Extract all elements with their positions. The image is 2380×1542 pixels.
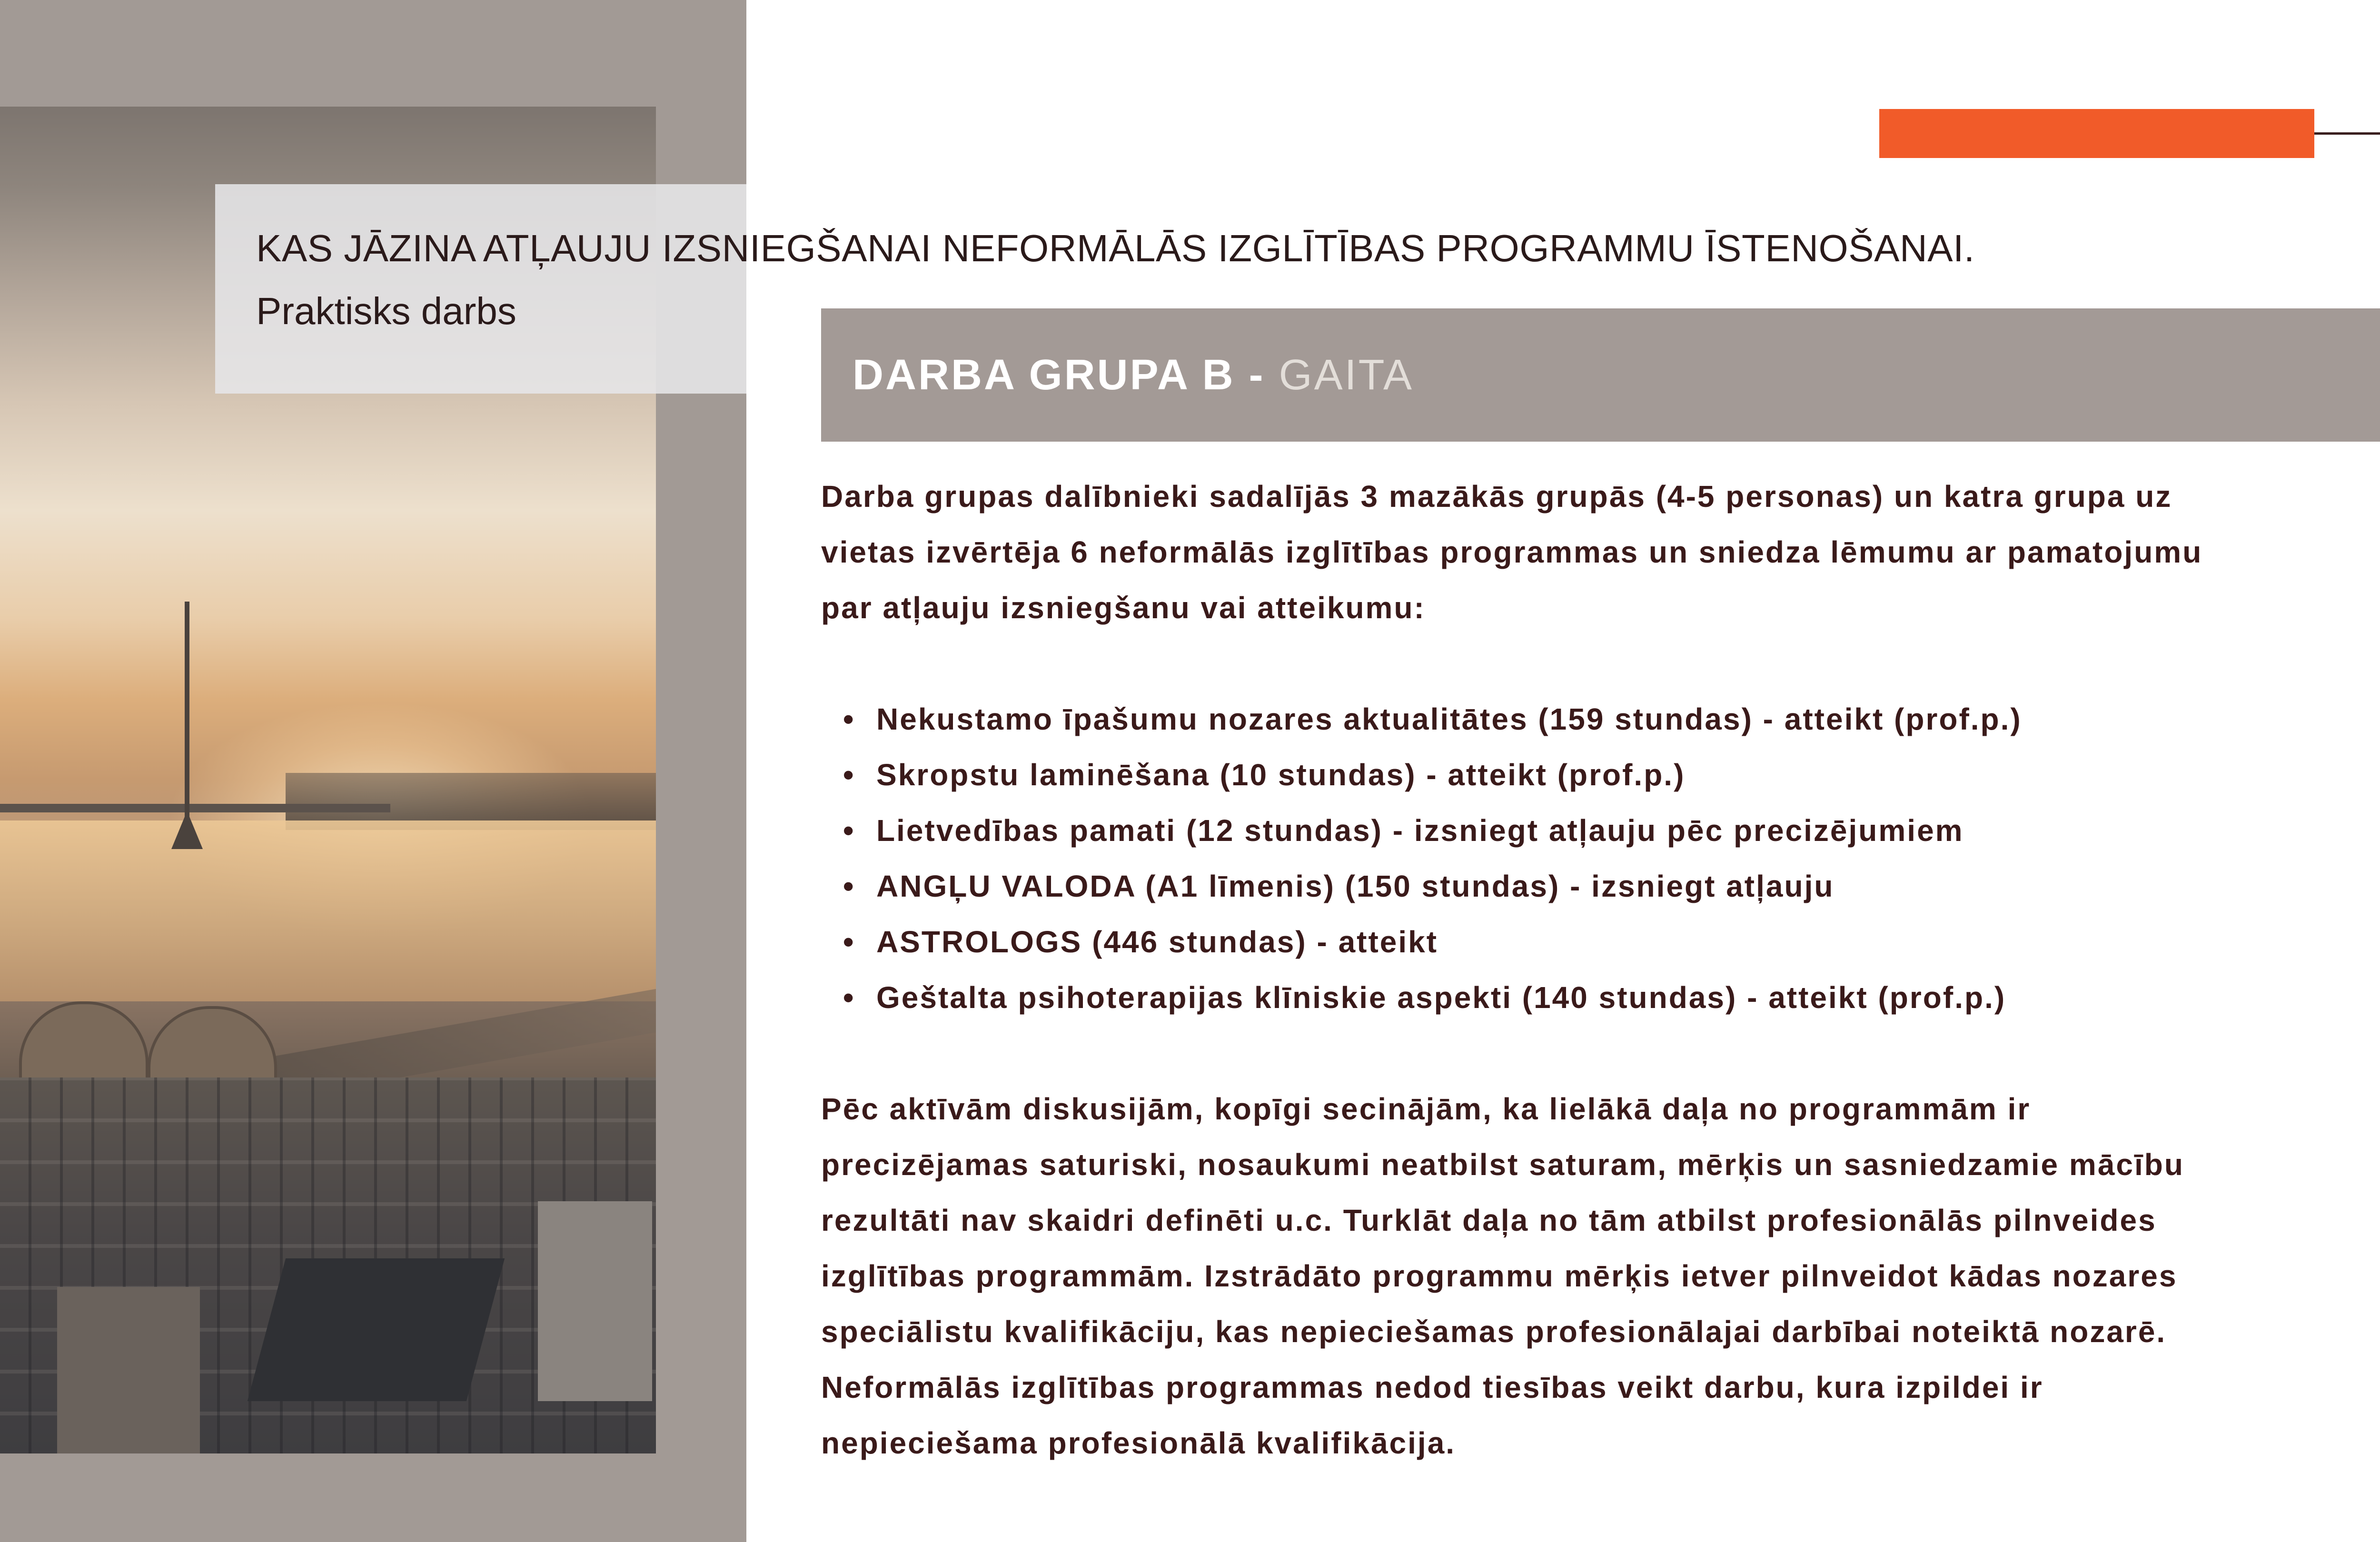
title-overlay-box — [215, 184, 746, 394]
program-list — [821, 692, 2380, 1026]
market-hall — [148, 1006, 277, 1083]
bullet: • — [843, 869, 855, 903]
list-item-text: Geštalta psihoterapijas klīniskie aspekti (140 stundas) - atteikt (prof.p.) — [876, 980, 2006, 1015]
intro-paragraph — [821, 469, 2380, 636]
header-rule — [2314, 132, 2380, 135]
bullet: • — [843, 925, 855, 959]
list-item — [821, 914, 2380, 970]
river — [0, 820, 656, 1001]
spacer — [821, 1026, 2380, 1081]
accent-bar — [1879, 109, 2314, 158]
conclusion-line: Neformālās izglītības programmas nedod tiesības veikt darbu, kura izpildei ir — [821, 1370, 2043, 1404]
bullet: • — [843, 758, 855, 792]
conclusion-line: precizējamas saturiski, nosaukumi neatbilst saturam, mērķis un sasniedzamie mācību — [821, 1147, 2184, 1182]
list-item-text: Nekustamo īpašumu nozares aktualitātes (159 stundas) - atteikt (prof.p.) — [876, 702, 2022, 736]
market-hall — [19, 1001, 149, 1083]
tv-tower — [185, 602, 189, 840]
page-title: KAS JĀZINA ATĻAUJU IZSNIEGŠANAI NEFORMĀLĀS IZGLĪTĪBAS PROGRAMMU ĪSTENOŠANAI. — [256, 227, 1975, 269]
list-item — [821, 747, 2380, 803]
bullet: • — [843, 980, 855, 1015]
building-roof — [248, 1258, 505, 1401]
bullet: • — [843, 813, 855, 848]
conclusion-line: nepieciešama profesionālā kvalifikācija. — [821, 1426, 1456, 1460]
list-item — [821, 970, 2380, 1026]
intro-line: vietas izvērtēja 6 neformālās izglītības programmas un sniedza lēmumu ar pamatojumu — [821, 535, 2203, 569]
body-content — [821, 469, 2380, 1471]
list-item — [821, 803, 2380, 859]
list-item-text: Skropstu laminēšana (10 stundas) - atteikt (prof.p.) — [876, 758, 1686, 792]
list-item-text: ASTROLOGS (446 stundas) - atteikt — [876, 925, 1438, 959]
intro-line: Darba grupas dalībnieki sadalījās 3 mazākās grupās (4-5 personas) un katra grupa uz — [821, 479, 2172, 514]
page-subtitle: Praktisks darbs — [256, 290, 516, 332]
section-title — [853, 351, 1414, 400]
conclusion-line: izglītības programmām. Izstrādāto programmu mērķis ietver pilnveidot kādas nozares — [821, 1259, 2178, 1293]
building-roof — [57, 1287, 200, 1453]
spacer — [821, 636, 2380, 692]
section-title-main: DARBA GRUPA B - — [853, 351, 1279, 399]
building-roof — [538, 1201, 652, 1401]
conclusion-line: speciālistu kvalifikāciju, kas nepieciešamas profesionālajai darbībai noteiktā nozarē. — [821, 1315, 2167, 1349]
conclusion-line: Pēc aktīvām diskusijām, kopīgi secinājām, ka lielākā daļa no programmām ir — [821, 1092, 2031, 1126]
conclusion-paragraph — [821, 1081, 2380, 1471]
list-item-text: Lietvedības pamati (12 stundas) - izsniegt atļauju pēc precizējumiem — [876, 813, 1964, 848]
conclusion-line: rezultāti nav skaidri definēti u.c. Turklāt daļa no tām atbilst profesionālās pilnveides — [821, 1203, 2157, 1237]
intro-line: par atļauju izsniegšanu vai atteikumu: — [821, 591, 1426, 625]
section-title-accent: GAITA — [1279, 351, 1414, 399]
bridge — [0, 804, 390, 812]
bullet: • — [843, 702, 855, 736]
list-item — [821, 692, 2380, 747]
list-item — [821, 859, 2380, 914]
list-item-text: ANGĻU VALODA (A1 līmenis) (150 stundas) - izsniegt atļauju — [876, 869, 1835, 903]
section-header — [821, 308, 2380, 442]
